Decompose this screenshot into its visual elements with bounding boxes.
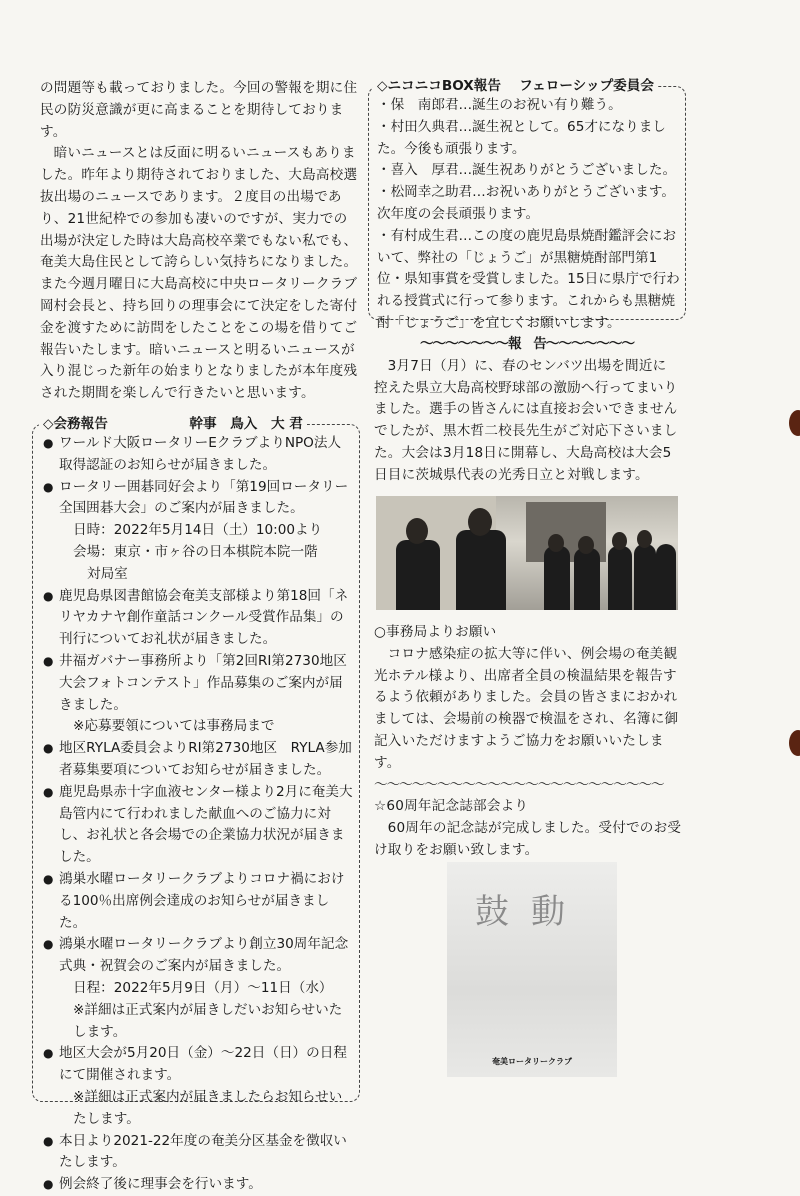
kaimu-report-title: ◇会務報告 幹事 鳥入 大 君: [39, 413, 307, 435]
nico-entry: ・喜入 厚君…誕生祝ありがとうございました。: [377, 162, 677, 179]
kaimu-detail-line: 日程：2022年5月9日（月）～11日（水）: [73, 979, 333, 996]
binder-hole-top: [789, 410, 800, 436]
kaimu-detail-line: 日時：2022年5月14日（土）10:00より: [73, 522, 323, 539]
jimukyoku-section: [374, 622, 684, 862]
kaimu-bullet-item: ● 本日より2021-22年度の奄美分区基金を徴収いたします。: [43, 1131, 353, 1175]
intro-paragraph-1: の問題等も載っておりました。今回の警報を期に住民の防災意識が更に高まることを期待しております。: [40, 80, 358, 140]
nico-box: [368, 78, 686, 331]
jimukyoku-title: ○事務局よりお願い: [374, 624, 497, 640]
kodou-calligraphy-image: [447, 862, 617, 1077]
anniv-title: ☆60周年記念誌部会より: [374, 798, 529, 815]
kaimu-bullet-item: ● ロータリー囲碁同好会より「第19回ロータリー全国囲碁大会」のご案内が届きました。: [43, 477, 353, 521]
nico-entry: ・村田久典君…誕生祝として。65才になりました。今後も頑張ります。: [377, 118, 666, 157]
nico-box-title: ◇ニコニコBOX報告 フェローシップ委員会: [373, 75, 658, 97]
kaimu-bullet-item: ● ワールド大阪ロータリーEクラブよりNPO法人取得認証のお知らせが届きました。: [43, 433, 353, 477]
nico-entry: ・保 南郎君…誕生のお祝い有り難う。: [377, 97, 622, 113]
baseball-visit-photo: [376, 496, 678, 610]
report-header: ～～～～～～～報 告～～～～～～～: [419, 336, 635, 352]
kaimu-detail-line: ※詳細は正式案内が届きましたらお知らせいたします。: [73, 1088, 343, 1127]
kaimu-report-list: [43, 433, 353, 1196]
kaimu-report-box: [32, 416, 360, 1193]
binder-hole-bottom: [789, 730, 800, 756]
kaimu-bullet-item: ● 鹿児島県図書館協会奄美支部様より第18回「ネリヤカナヤ創作童話コンクール受賞作品集」の刊行についてお礼状が届きました。: [43, 586, 353, 651]
kaimu-bullet-item: ● 例会終了後に理事会を行います。: [43, 1174, 353, 1196]
anniv-body: 60周年の記念誌が完成しました。受付でのお受け取りをお願い致します。: [374, 820, 682, 858]
jimukyoku-divider: ～～～～～～～～～～～～～～～～～～～～～～～: [374, 776, 664, 793]
kaimu-bullet-item: ● 鹿児島県赤十字血液センター様より2月に奄美大島管内にて行われました献血へのご協力に対し、お礼状と各会場での企業協力状況が届きました。: [43, 782, 353, 869]
kaimu-bullet-item: ● 鴻巣水曜ロータリークラブよりコロナ禍における100％出席例会達成のお知らせが届きました。: [43, 869, 353, 934]
kaimu-bullet-item: ● 地区大会が5月20日（金）～22日（日）の日程にて開催されます。: [43, 1043, 353, 1087]
kaimu-detail-line: 会場：東京・市ヶ谷の日本棋院本院一階: [73, 543, 318, 560]
kaimu-detail-line: ※詳細は正式案内が届きしだいお知らせいたします。: [73, 1001, 343, 1040]
kaimu-detail-line: ※応募要領については事務局まで: [73, 718, 275, 735]
intro-text: [40, 78, 358, 405]
nico-entry: ・松岡幸之助君…お祝いありがとうございます。次年度の会長頑張ります。: [377, 184, 675, 222]
kaimu-bullet-item: ● 鴻巣水曜ロータリークラブより創立30周年記念式典・祝賀会のご案内が届きました。: [43, 934, 353, 978]
nico-box-list: [377, 95, 681, 335]
nico-entry: ・有村成生君…この度の鹿児島県焼酎鑑評会において、弊社の「じょうご」が黒糖焼酎部門第1位・県知事賞を受賞しました。15日に県庁で行われる授賞式に行って参ります。これからも黒糖焼酎「じょうご」を宜しくお願いします。: [377, 227, 680, 331]
report-body: 3月7日（月）に、春のセンバツ出場を間近に控えた県立大島高校野球部の激励へ行ってまいりました。選手の皆さんには直接お会いできませんでしたが、黒木哲二校長先生がご対応下さいました。大会は3月18日に開幕し、大島高校は大会5日目に茨城県代表の光秀日立と対戦します。: [374, 357, 678, 483]
club-caption: 奄美ロータリークラブ: [492, 1057, 572, 1066]
calligraphy-glyph: 鼓動: [475, 892, 587, 932]
kaimu-bullet-item: ● 地区RYLA委員会よりRI第2730地区 RYLA参加者募集要項についてお知らせが届きました。: [43, 738, 353, 782]
intro-paragraph-2: 暗いニュースとは反面に明るいニュースもありました。昨年より期待されておりました、大島高校選抜出場のニュースであります。２度目の出場であり、21世紀枠での参加も凄いのですが、実力での出場が決定した時は大島高校卒業でもない私でも、奄美大島住民として誇らしい気持ちになりました。また今週月曜日に大島高校に中央ロータリークラブ岡村会長と、持ち回りの理事会にて決定をした寄付金を渡すために訪問をしたことをこの場を借りてご報告いたします。暗いニュースと明るいニュースが入り混じった新年の始まりとなりましたが本年度残された期間を楽しんで行きたいと思います。: [40, 145, 358, 402]
jimukyoku-body: コロナ感染症の拡大等に伴い、例会場の奄美観光ホテル様より、出席者全員の検温結果を報告するよう依頼がありました。会員の皆さまにおかれましては、会場前の検器で検温をされ、名簿に御記入いただけますようご協力をお願いいたします。: [374, 645, 679, 771]
report-section: [374, 334, 680, 487]
kaimu-bullet-item: ● 井福ガバナー事務所より「第2回RI第2730地区大会フォトコンテスト」作品募集のご案内が届きました。: [43, 651, 353, 716]
kaimu-detail-line: 対局室: [87, 565, 128, 582]
